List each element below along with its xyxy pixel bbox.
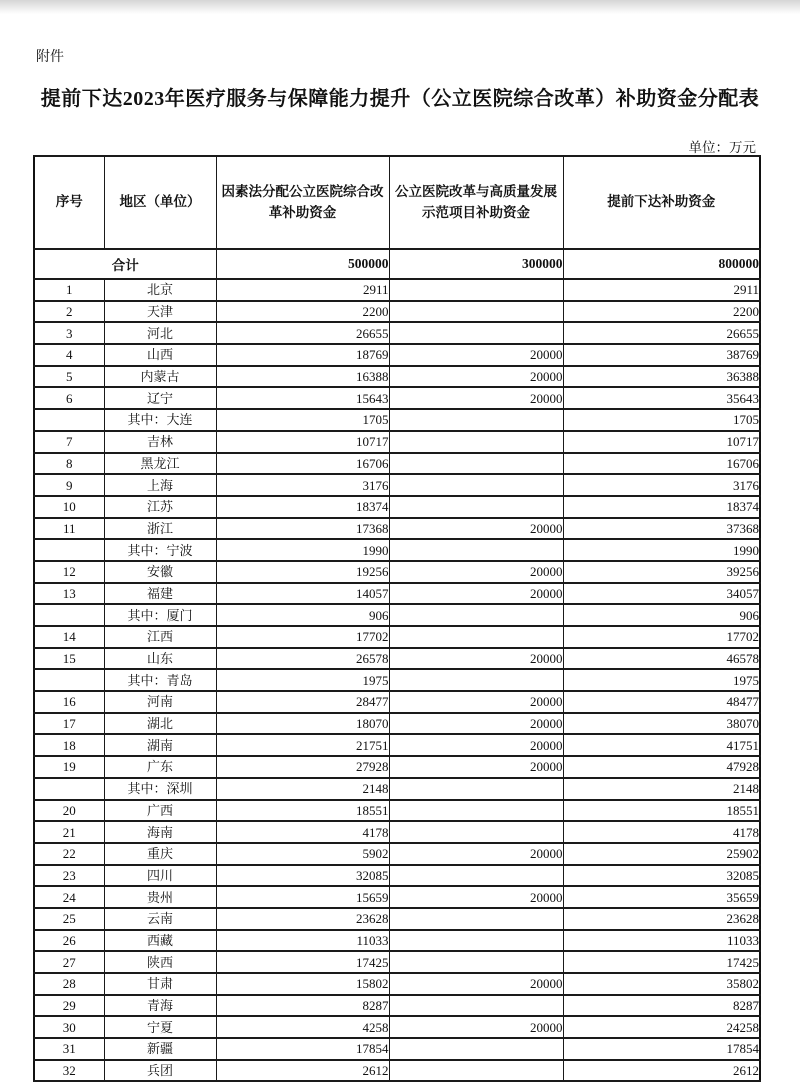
cell-serial: 21 — [34, 821, 104, 843]
cell-demo-value: 20000 — [389, 886, 563, 908]
cell-advance-value: 17854 — [563, 1038, 760, 1060]
cell-advance-value: 1705 — [563, 409, 760, 431]
cell-factor-value: 2200 — [216, 301, 389, 323]
cell-region: 上海 — [104, 474, 216, 496]
cell-demo-value: 20000 — [389, 561, 563, 583]
cell-region: 浙江 — [104, 518, 216, 540]
cell-demo-value — [389, 951, 563, 973]
cell-demo-value — [389, 474, 563, 496]
cell-region: 重庆 — [104, 843, 216, 865]
cell-factor-value: 28477 — [216, 691, 389, 713]
cell-advance-value: 24258 — [563, 1016, 760, 1038]
cell-advance-value: 23628 — [563, 908, 760, 930]
table-row — [34, 561, 760, 583]
cell-region: 西藏 — [104, 930, 216, 952]
cell-serial — [34, 604, 104, 626]
cell-serial: 28 — [34, 973, 104, 995]
cell-factor-value: 15659 — [216, 886, 389, 908]
header-region: 地区（单位） — [104, 156, 216, 249]
cell-advance-value: 35643 — [563, 387, 760, 409]
cell-region: 湖北 — [104, 713, 216, 735]
cell-region: 江苏 — [104, 496, 216, 518]
cell-advance-value: 3176 — [563, 474, 760, 496]
cell-advance-value: 32085 — [563, 865, 760, 887]
cell-serial: 27 — [34, 951, 104, 973]
cell-demo-value — [389, 1060, 563, 1082]
cell-serial: 32 — [34, 1060, 104, 1082]
cell-demo-value — [389, 995, 563, 1017]
table-row — [34, 1060, 760, 1082]
cell-region: 其中：厦门 — [104, 604, 216, 626]
cell-region: 河南 — [104, 691, 216, 713]
table-row — [34, 908, 760, 930]
cell-serial: 29 — [34, 995, 104, 1017]
cell-advance-value: 906 — [563, 604, 760, 626]
cell-advance-value: 48477 — [563, 691, 760, 713]
cell-serial: 8 — [34, 453, 104, 475]
cell-factor-value: 8287 — [216, 995, 389, 1017]
cell-region: 山西 — [104, 344, 216, 366]
cell-serial: 25 — [34, 908, 104, 930]
total-label: 合计 — [34, 249, 216, 279]
cell-demo-value: 20000 — [389, 366, 563, 388]
total-demo-value: 300000 — [389, 249, 563, 279]
cell-advance-value: 47928 — [563, 756, 760, 778]
cell-advance-value: 34057 — [563, 583, 760, 605]
cell-factor-value: 18374 — [216, 496, 389, 518]
cell-serial: 31 — [34, 1038, 104, 1060]
cell-factor-value: 5902 — [216, 843, 389, 865]
cell-demo-value — [389, 1038, 563, 1060]
cell-factor-value: 17368 — [216, 518, 389, 540]
cell-serial: 13 — [34, 583, 104, 605]
cell-factor-value: 1975 — [216, 669, 389, 691]
cell-factor-value: 32085 — [216, 865, 389, 887]
table-row — [34, 713, 760, 735]
table-row — [34, 886, 760, 908]
cell-serial: 12 — [34, 561, 104, 583]
cell-advance-value: 4178 — [563, 821, 760, 843]
cell-demo-value: 20000 — [389, 583, 563, 605]
cell-region: 其中：深圳 — [104, 778, 216, 800]
table-row — [34, 279, 760, 301]
cell-factor-value: 26655 — [216, 322, 389, 344]
cell-factor-value: 4178 — [216, 821, 389, 843]
header-demo: 公立医院改革与高质量发展示范项目补助资金 — [389, 156, 563, 249]
cell-demo-value: 20000 — [389, 387, 563, 409]
cell-region: 贵州 — [104, 886, 216, 908]
cell-factor-value: 2148 — [216, 778, 389, 800]
table-row — [34, 453, 760, 475]
cell-serial: 7 — [34, 431, 104, 453]
cell-factor-value: 10717 — [216, 431, 389, 453]
table-row — [34, 344, 760, 366]
cell-advance-value: 11033 — [563, 930, 760, 952]
cell-region: 天津 — [104, 301, 216, 323]
cell-region: 内蒙古 — [104, 366, 216, 388]
cell-demo-value: 20000 — [389, 1016, 563, 1038]
cell-demo-value: 20000 — [389, 648, 563, 670]
cell-advance-value: 36388 — [563, 366, 760, 388]
cell-factor-value: 14057 — [216, 583, 389, 605]
cell-factor-value: 21751 — [216, 734, 389, 756]
cell-region: 陕西 — [104, 951, 216, 973]
cell-factor-value: 16388 — [216, 366, 389, 388]
cell-region: 河北 — [104, 322, 216, 344]
table-row — [34, 366, 760, 388]
cell-demo-value — [389, 800, 563, 822]
cell-serial: 2 — [34, 301, 104, 323]
cell-advance-value: 18551 — [563, 800, 760, 822]
cell-region: 其中：宁波 — [104, 539, 216, 561]
cell-advance-value: 10717 — [563, 431, 760, 453]
cell-serial: 17 — [34, 713, 104, 735]
table-row — [34, 431, 760, 453]
cell-demo-value — [389, 604, 563, 626]
table-row — [34, 800, 760, 822]
cell-advance-value: 2200 — [563, 301, 760, 323]
cell-serial: 4 — [34, 344, 104, 366]
cell-factor-value: 18769 — [216, 344, 389, 366]
cell-region: 云南 — [104, 908, 216, 930]
table-row — [34, 973, 760, 995]
cell-serial: 19 — [34, 756, 104, 778]
cell-region: 广东 — [104, 756, 216, 778]
cell-demo-value — [389, 669, 563, 691]
cell-demo-value — [389, 865, 563, 887]
allocation-table — [33, 155, 761, 1082]
cell-factor-value: 2612 — [216, 1060, 389, 1082]
cell-factor-value: 26578 — [216, 648, 389, 670]
cell-serial: 22 — [34, 843, 104, 865]
cell-demo-value — [389, 322, 563, 344]
cell-demo-value: 20000 — [389, 691, 563, 713]
scan-shadow — [0, 0, 800, 14]
table-row — [34, 734, 760, 756]
table-row — [34, 778, 760, 800]
cell-serial: 20 — [34, 800, 104, 822]
cell-advance-value: 38769 — [563, 344, 760, 366]
cell-serial — [34, 778, 104, 800]
cell-advance-value: 38070 — [563, 713, 760, 735]
table-row — [34, 583, 760, 605]
header-row — [34, 156, 760, 249]
cell-demo-value: 20000 — [389, 756, 563, 778]
cell-demo-value: 20000 — [389, 713, 563, 735]
cell-factor-value: 16706 — [216, 453, 389, 475]
table-row — [34, 691, 760, 713]
cell-advance-value: 35659 — [563, 886, 760, 908]
cell-region: 四川 — [104, 865, 216, 887]
cell-factor-value: 1705 — [216, 409, 389, 431]
attachment-label: 附件 — [36, 50, 64, 65]
cell-serial — [34, 409, 104, 431]
table-row — [34, 409, 760, 431]
cell-serial: 3 — [34, 322, 104, 344]
cell-advance-value: 2612 — [563, 1060, 760, 1082]
cell-demo-value: 20000 — [389, 843, 563, 865]
cell-region: 广西 — [104, 800, 216, 822]
table-row — [34, 1038, 760, 1060]
cell-demo-value — [389, 778, 563, 800]
cell-advance-value: 16706 — [563, 453, 760, 475]
cell-advance-value: 17702 — [563, 626, 760, 648]
cell-serial: 24 — [34, 886, 104, 908]
cell-serial: 6 — [34, 387, 104, 409]
table-row — [34, 821, 760, 843]
cell-advance-value: 39256 — [563, 561, 760, 583]
cell-region: 其中：青岛 — [104, 669, 216, 691]
cell-factor-value: 11033 — [216, 930, 389, 952]
cell-region: 青海 — [104, 995, 216, 1017]
cell-demo-value — [389, 539, 563, 561]
cell-region: 其中：大连 — [104, 409, 216, 431]
header-no: 序号 — [34, 156, 104, 249]
cell-serial: 18 — [34, 734, 104, 756]
cell-region: 吉林 — [104, 431, 216, 453]
cell-factor-value: 17425 — [216, 951, 389, 973]
cell-advance-value: 1975 — [563, 669, 760, 691]
cell-factor-value: 17854 — [216, 1038, 389, 1060]
table-row — [34, 496, 760, 518]
cell-demo-value — [389, 279, 563, 301]
cell-region: 北京 — [104, 279, 216, 301]
cell-serial: 5 — [34, 366, 104, 388]
cell-region: 山东 — [104, 648, 216, 670]
cell-serial: 9 — [34, 474, 104, 496]
cell-advance-value: 46578 — [563, 648, 760, 670]
cell-demo-value — [389, 821, 563, 843]
cell-region: 安徽 — [104, 561, 216, 583]
cell-advance-value: 25902 — [563, 843, 760, 865]
table-row — [34, 843, 760, 865]
cell-demo-value — [389, 930, 563, 952]
table-row — [34, 474, 760, 496]
cell-factor-value: 906 — [216, 604, 389, 626]
table-row — [34, 1016, 760, 1038]
table-row — [34, 865, 760, 887]
cell-factor-value: 18070 — [216, 713, 389, 735]
cell-factor-value: 3176 — [216, 474, 389, 496]
cell-factor-value: 27928 — [216, 756, 389, 778]
cell-demo-value: 20000 — [389, 518, 563, 540]
unit-label: 单位：万元 — [688, 140, 756, 155]
total-advance-value: 800000 — [563, 249, 760, 279]
table-row — [34, 539, 760, 561]
cell-demo-value — [389, 496, 563, 518]
cell-serial: 30 — [34, 1016, 104, 1038]
cell-demo-value — [389, 908, 563, 930]
cell-region: 福建 — [104, 583, 216, 605]
cell-demo-value — [389, 626, 563, 648]
cell-demo-value — [389, 301, 563, 323]
cell-factor-value: 2911 — [216, 279, 389, 301]
cell-factor-value: 15643 — [216, 387, 389, 409]
cell-region: 海南 — [104, 821, 216, 843]
table-row — [34, 669, 760, 691]
cell-advance-value: 26655 — [563, 322, 760, 344]
cell-demo-value: 20000 — [389, 344, 563, 366]
total-row — [34, 249, 760, 279]
cell-serial: 11 — [34, 518, 104, 540]
cell-serial: 26 — [34, 930, 104, 952]
cell-region: 湖南 — [104, 734, 216, 756]
cell-demo-value — [389, 409, 563, 431]
cell-advance-value: 41751 — [563, 734, 760, 756]
table-row — [34, 301, 760, 323]
cell-advance-value: 18374 — [563, 496, 760, 518]
cell-factor-value: 19256 — [216, 561, 389, 583]
table-row — [34, 626, 760, 648]
cell-advance-value: 2911 — [563, 279, 760, 301]
cell-region: 宁夏 — [104, 1016, 216, 1038]
cell-advance-value: 8287 — [563, 995, 760, 1017]
cell-advance-value: 37368 — [563, 518, 760, 540]
cell-region: 辽宁 — [104, 387, 216, 409]
cell-factor-value: 15802 — [216, 973, 389, 995]
table-row — [34, 648, 760, 670]
cell-advance-value: 1990 — [563, 539, 760, 561]
cell-serial: 1 — [34, 279, 104, 301]
cell-serial: 23 — [34, 865, 104, 887]
cell-region: 黑龙江 — [104, 453, 216, 475]
page-title: 提前下达2023年医疗服务与保障能力提升（公立医院综合改革）补助资金分配表 — [40, 88, 760, 110]
cell-factor-value: 23628 — [216, 908, 389, 930]
cell-factor-value: 18551 — [216, 800, 389, 822]
table-row — [34, 322, 760, 344]
cell-region: 兵团 — [104, 1060, 216, 1082]
table-row — [34, 930, 760, 952]
cell-serial — [34, 539, 104, 561]
cell-factor-value: 1990 — [216, 539, 389, 561]
cell-serial: 15 — [34, 648, 104, 670]
cell-serial — [34, 669, 104, 691]
table-row — [34, 518, 760, 540]
header-factor: 因素法分配公立医院综合改革补助资金 — [216, 156, 389, 249]
cell-advance-value: 17425 — [563, 951, 760, 973]
cell-serial: 16 — [34, 691, 104, 713]
total-factor-value: 500000 — [216, 249, 389, 279]
cell-advance-value: 2148 — [563, 778, 760, 800]
cell-serial: 14 — [34, 626, 104, 648]
table-row — [34, 387, 760, 409]
cell-factor-value: 17702 — [216, 626, 389, 648]
cell-serial: 10 — [34, 496, 104, 518]
cell-demo-value: 20000 — [389, 734, 563, 756]
cell-region: 新疆 — [104, 1038, 216, 1060]
cell-region: 江西 — [104, 626, 216, 648]
header-advance: 提前下达补助资金 — [563, 156, 760, 249]
table-row — [34, 995, 760, 1017]
cell-demo-value: 20000 — [389, 973, 563, 995]
table-row — [34, 604, 760, 626]
table-row — [34, 951, 760, 973]
cell-factor-value: 4258 — [216, 1016, 389, 1038]
cell-demo-value — [389, 453, 563, 475]
cell-demo-value — [389, 431, 563, 453]
cell-region: 甘肃 — [104, 973, 216, 995]
cell-advance-value: 35802 — [563, 973, 760, 995]
table-row — [34, 756, 760, 778]
